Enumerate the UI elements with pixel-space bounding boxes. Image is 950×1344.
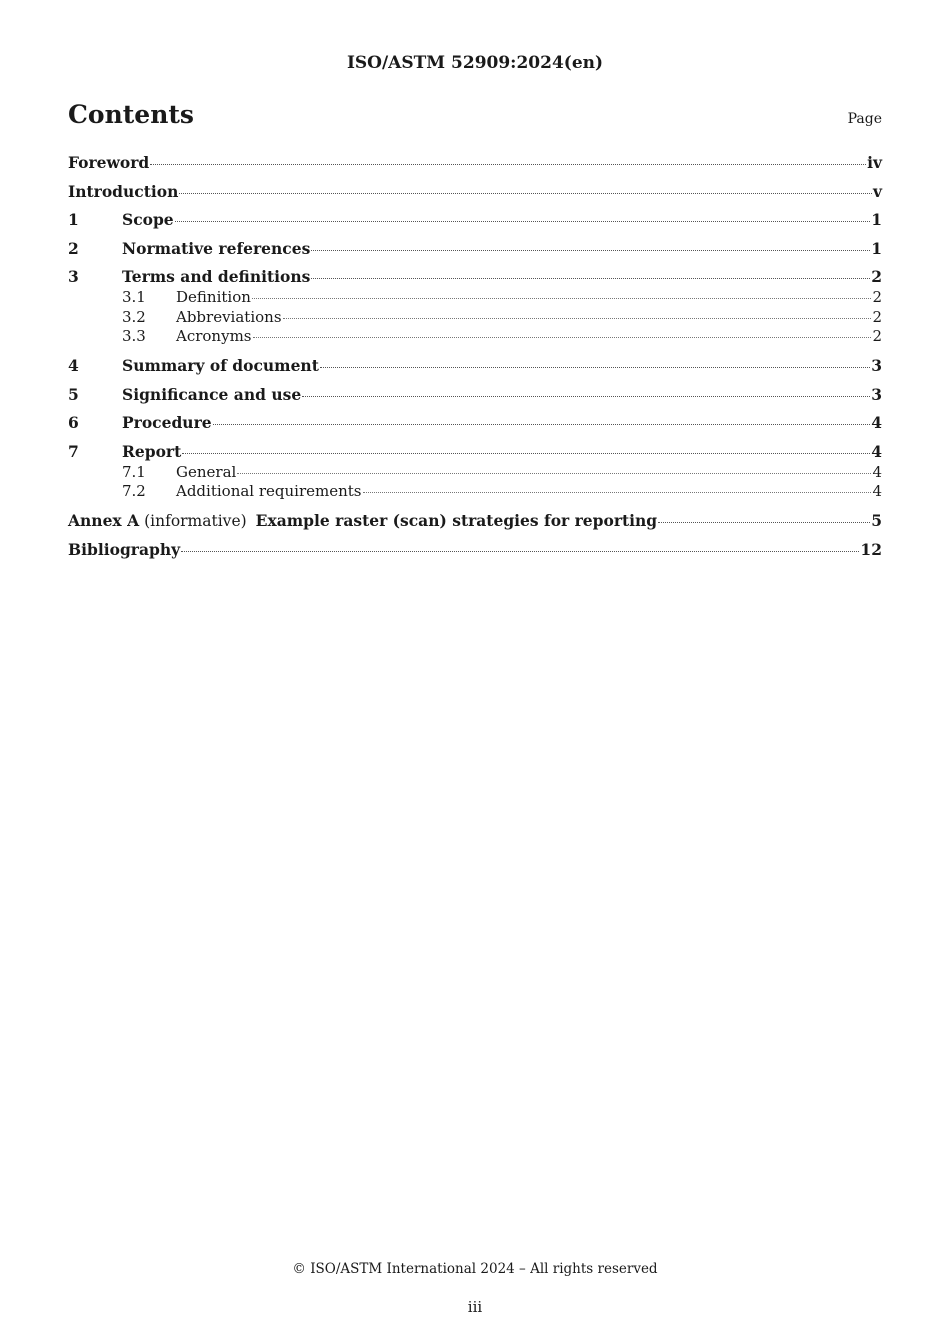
toc-subentry-additional-requirements[interactable] [68,482,882,510]
toc-subentry-acronyms[interactable] [68,327,882,355]
toc-entry-page: v [872,181,882,201]
toc-subentry-general[interactable] [68,463,882,483]
toc-entry-page: 1 [871,238,882,258]
toc-entry-page: 4 [872,462,882,481]
toc-entry-title: Summary of document [122,356,319,375]
dot-leader [181,550,859,552]
toc-entry-number: 3.3 [122,327,146,345]
toc-entry-terms-and-definitions[interactable] [68,266,882,288]
toc-entry-title: Abbreviations [176,307,282,326]
dot-leader [252,297,872,299]
toc-entry-number: 7.2 [122,482,146,500]
toc-entry-title: Bibliography [68,539,181,559]
toc-entry-title: Significance and use [122,384,302,404]
toc-entry-number: 7 [68,441,79,461]
dot-leader [311,277,870,279]
dot-leader [175,220,871,222]
dot-leader [283,317,872,319]
toc-entry-page: 2 [872,288,882,306]
toc-entry-title: Example raster (scan) strategies for reporting [255,511,658,530]
toc-entry-title: Introduction [68,181,179,201]
contents-title: Contents [68,100,195,129]
toc-entry-number: 4 [68,356,79,375]
toc-entry-page: 2 [871,267,882,286]
dot-leader [311,249,870,251]
toc-entry-page: 12 [860,539,882,559]
toc-entry-number: 3.1 [122,288,146,306]
toc-entry-page: 3 [871,356,882,375]
toc-entry-page: 4 [872,482,882,500]
toc-entry-number: 3.2 [122,307,146,326]
page-column-label: Page [847,111,882,127]
toc-entry-number: 5 [68,384,79,404]
document-header: ISO/ASTM 52909:2024(en) [346,53,604,73]
page-number: iii [467,1298,483,1316]
copyright-notice: © ISO/ASTM International 2024 – All rights reserved [292,1261,658,1277]
toc-entry-number: 3 [68,267,79,286]
toc-entry-title: Report [122,441,182,461]
dot-leader [182,452,870,454]
toc-entry-foreword[interactable] [68,152,882,181]
toc-entry-page: 2 [872,307,882,326]
toc-entry-title: General [176,462,237,481]
toc-entry-number: 1 [68,210,79,229]
table-of-contents [68,152,882,567]
toc-subentry-definition[interactable] [68,288,882,308]
toc-entry-page: 4 [871,441,882,461]
toc-entry-number: 6 [68,413,79,432]
toc-entry-title: Foreword [68,153,150,172]
toc-entry-number: 7.1 [122,462,146,481]
toc-entry-significance-and-use[interactable] [68,384,882,413]
toc-entry-scope[interactable] [68,209,882,238]
dot-leader [213,423,871,425]
toc-entry-title: Scope [122,210,174,229]
toc-entry-title: Definition [176,288,251,306]
dot-leader [302,395,870,397]
toc-entry-normative-references[interactable] [68,238,882,267]
toc-entry-page: iv [867,153,882,172]
toc-entry-title: Normative references [122,238,311,258]
toc-entry-procedure[interactable] [68,412,882,441]
toc-entry-title: Terms and definitions [122,267,311,286]
toc-entry-number: 2 [68,238,79,258]
annex-informative-tag: (informative) [144,512,247,530]
toc-entry-annex-a[interactable] [68,510,882,539]
toc-entry-page: 4 [871,413,882,432]
toc-entry-page: 2 [872,327,882,345]
dot-leader [320,366,870,368]
contents-heading-row [68,100,882,129]
toc-entry-page: 1 [871,210,882,229]
dot-leader [363,491,872,493]
toc-entry-title: Procedure [122,413,212,432]
toc-entry-report[interactable] [68,441,882,463]
toc-entry-summary-of-document[interactable] [68,355,882,384]
toc-entry-page: 5 [871,511,882,530]
toc-entry-title: Acronyms [176,327,252,345]
dot-leader [237,472,871,474]
toc-entry-title: Additional requirements [176,482,362,500]
dot-leader [253,336,872,338]
toc-entry-introduction[interactable] [68,181,882,210]
toc-entry-page: 3 [871,384,882,404]
toc-entry-bibliography[interactable] [68,539,882,568]
dot-leader [658,521,870,523]
dot-leader [179,192,872,194]
dot-leader [150,163,866,165]
annex-label: Annex A [68,511,140,530]
toc-subentry-abbreviations[interactable] [68,308,882,328]
